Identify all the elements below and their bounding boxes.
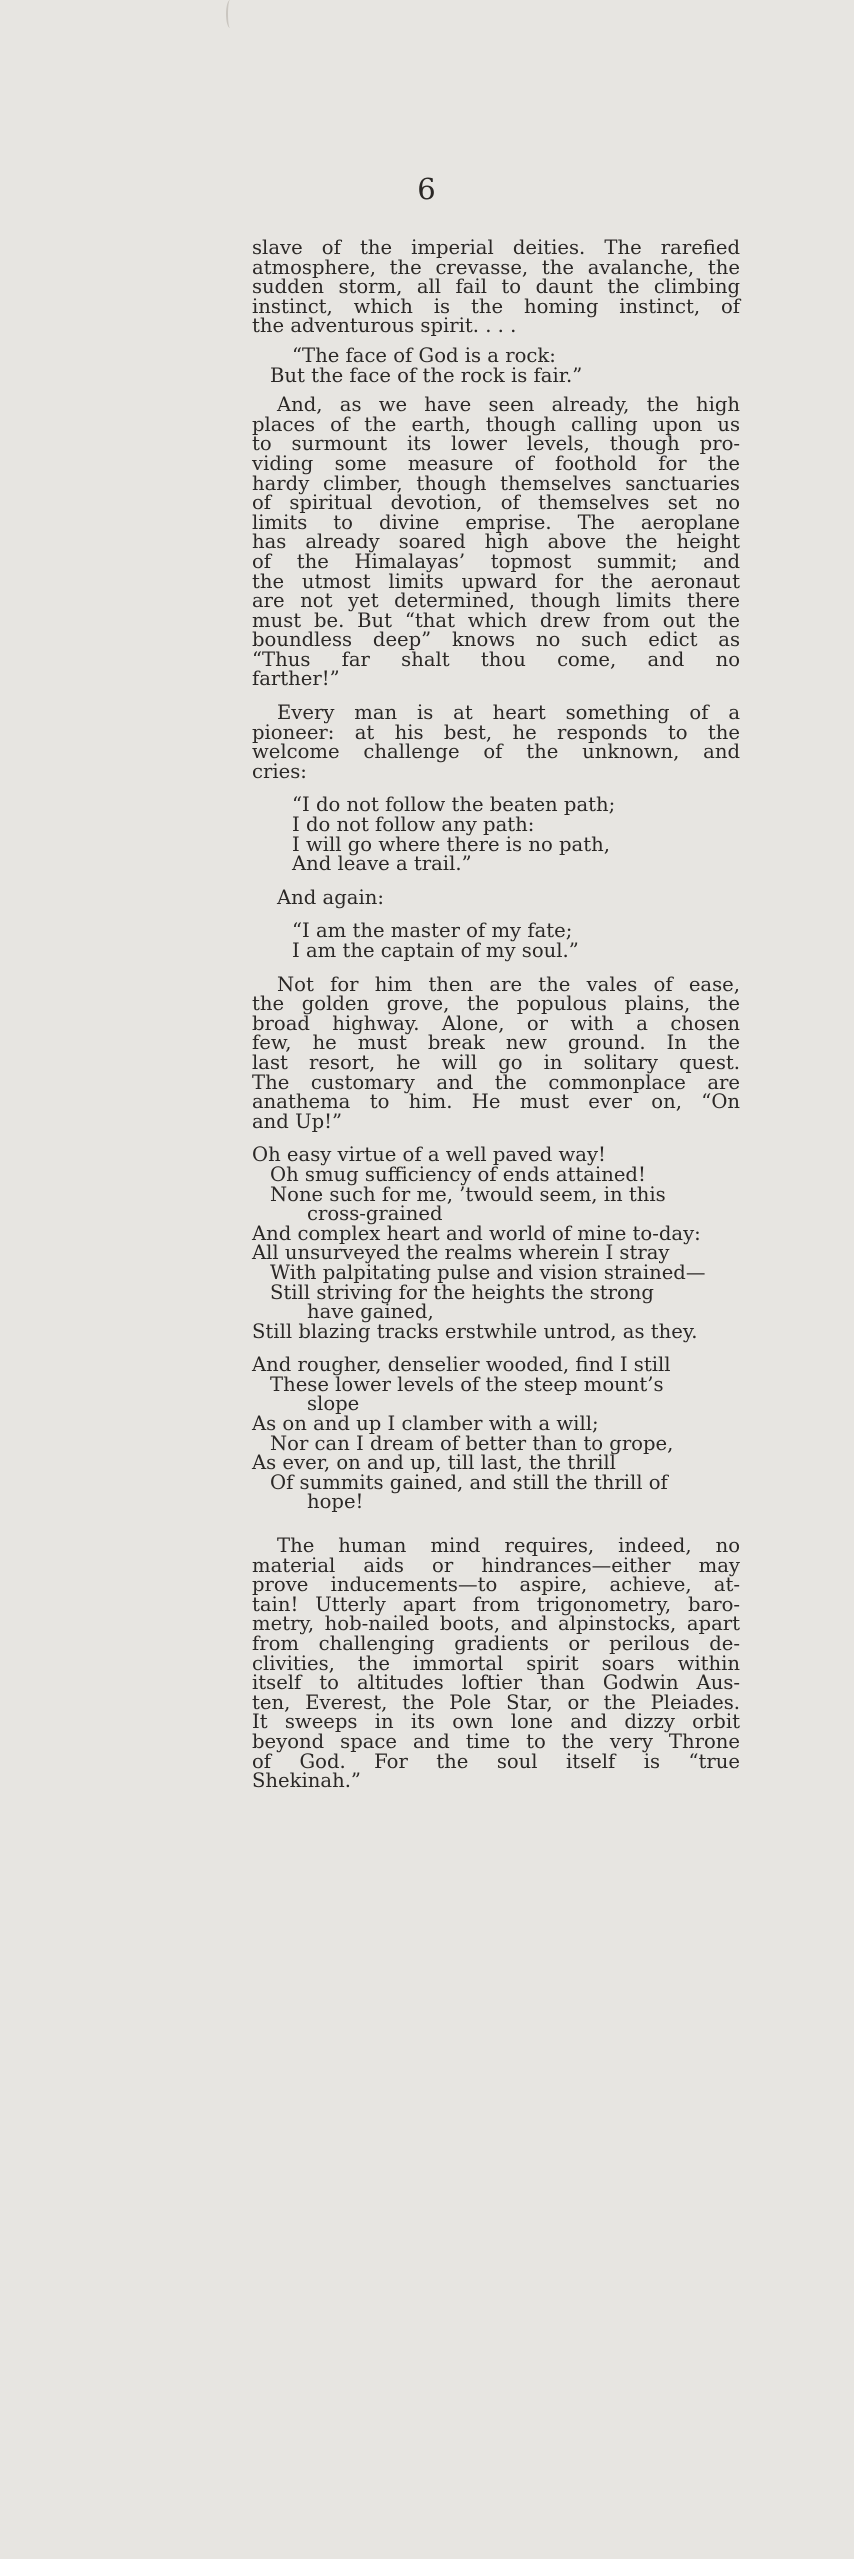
verse-line: These lower levels of the steep mount’s: [270, 1372, 664, 1396]
text-line: beyond space and time to the very Throne: [252, 1729, 740, 1753]
text-line: of the Himalayas’ topmost summit; and: [252, 549, 740, 573]
quotation-3: [252, 921, 740, 960]
text-line: are not yet determined, though limits there: [252, 589, 740, 613]
text-line: of God. For the soul itself is “true: [252, 1749, 740, 1773]
text-line: the golden grove, the populous plains, the: [252, 992, 740, 1016]
text-line: It sweeps in its own lone and dizzy orbit: [252, 1710, 740, 1734]
text-line: atmosphere, the crevasse, the avalanche, the: [252, 255, 740, 279]
text-line: boundless deep” knows no such edict as: [252, 628, 740, 652]
text-line: welcome challenge of the unknown, and: [252, 740, 740, 764]
text-line: cries:: [252, 759, 307, 783]
text-line: few, he must break new ground. In the: [252, 1031, 740, 1055]
text-line: places of the earth, though calling upon us: [252, 412, 740, 436]
text-line: must be. But “that which drew from out the: [252, 608, 740, 632]
text-line: and Up!”: [252, 1109, 343, 1133]
text-line: itself to altitudes loftier than Godwin Aus-: [252, 1671, 740, 1695]
verse-line: have gained,: [307, 1300, 434, 1324]
quote-line: “The face of God is a rock:: [292, 343, 556, 367]
verse-line: Of summits gained, and still the thrill of: [270, 1470, 668, 1494]
verse-line: All unsurveyed the realms wherein I stray: [252, 1241, 670, 1265]
paragraph-2: [252, 395, 740, 689]
text-line: sudden storm, all fail to daunt the climbing: [252, 275, 740, 299]
text-line: farther!”: [252, 667, 340, 691]
verse-line: And rougher, denselier wooded, find I still: [252, 1353, 671, 1377]
paragraph-4: [252, 885, 740, 909]
text-line: prove inducements—to aspire, achieve, at-: [252, 1573, 740, 1597]
paragraph-1: [252, 238, 740, 336]
verse-line: slope: [307, 1392, 360, 1416]
text-line: last resort, he will go in solitary quest.: [252, 1050, 740, 1074]
verse-line: hope!: [307, 1490, 364, 1514]
verse-2: [252, 1355, 740, 1512]
text-line: Every man is at heart something of a: [277, 701, 740, 725]
text-line: ten, Everest, the Pole Star, or the Pleiades.: [252, 1690, 740, 1714]
quote-line: “I do not follow the beaten path;: [292, 793, 616, 817]
text-line: anathema to him. He must ever on, “On: [252, 1090, 740, 1114]
text-line: broad highway. Alone, or with a chosen: [252, 1011, 740, 1035]
quotation-1: [252, 343, 740, 387]
text-line: clivities, the immortal spirit soars within: [252, 1651, 740, 1675]
text-line: from challenging gradients or perilous de-: [252, 1632, 740, 1655]
text-line: The human mind requires, indeed, no: [277, 1534, 740, 1558]
verse-line: None such for me, ’twould seem, in this: [270, 1182, 666, 1206]
quote-line: I do not follow any path:: [292, 813, 535, 837]
verse-line: With palpitating pulse and vision strained—: [270, 1260, 706, 1284]
text-line: Not for him then are the vales of ease,: [277, 972, 740, 996]
text-line: metry, hob-nailed boots, and alpinstocks, apart: [252, 1612, 740, 1636]
paragraph-3: [252, 703, 740, 781]
quote-line: But the face of the rock is fair.”: [270, 363, 583, 387]
text-line: the adventurous spirit. . . .: [252, 314, 517, 338]
quotation-2: [252, 793, 740, 876]
text-line: limits to divine emprise. The aeroplane: [252, 510, 740, 534]
verse-line: And complex heart and world of mine to-day:: [252, 1221, 701, 1245]
quote-line: “I am the master of my fate;: [292, 919, 573, 943]
text-line: Shekinah.”: [252, 1769, 361, 1793]
verse-line: Still striving for the heights the strong: [270, 1280, 654, 1304]
text-line: viding some measure of foothold for the: [252, 451, 740, 475]
text-line: “Thus far shalt thou come, and no: [252, 647, 740, 671]
verse-line: cross-grained: [307, 1202, 443, 1226]
verse-line: Nor can I dream of better than to grope,: [270, 1431, 674, 1455]
verse-line: Still blazing tracks erstwhile untrod, as they.: [252, 1319, 698, 1343]
paragraph-5: [252, 972, 740, 1133]
margin-pencil-mark: [226, 0, 234, 28]
verse-line: Oh smug sufficiency of ends attained!: [270, 1162, 646, 1186]
body-text: [252, 238, 740, 1791]
verse-line: As ever, on and up, till last, the thrill: [252, 1451, 616, 1475]
text-line: pioneer: at his best, he responds to the: [252, 720, 740, 744]
quote-line: And leave a trail.”: [292, 852, 472, 876]
text-line: slave of the imperial deities. The rarefied: [252, 236, 740, 259]
page-number: 6: [417, 172, 437, 206]
verse-line: Oh easy virtue of a well paved way!: [252, 1143, 606, 1167]
text-line: And, as we have seen already, the high: [277, 393, 740, 417]
text-line: material aids or hindrances—either may: [252, 1553, 740, 1577]
text-line: of spiritual devotion, of themselves set no: [252, 491, 740, 515]
verse-1: [252, 1145, 740, 1341]
paragraph-6: [252, 1536, 740, 1791]
text-line: to surmount its lower levels, though pro-: [252, 432, 740, 456]
verse-line: As on and up I clamber with a will;: [252, 1412, 599, 1436]
text-line: the utmost limits upward for the aeronaut: [252, 569, 740, 593]
text-line: hardy climber, though themselves sanctuaries: [252, 471, 740, 495]
text-line: tain! Utterly apart from trigonometry, baro-: [252, 1592, 740, 1616]
text-line: The customary and the commonplace are: [252, 1070, 740, 1094]
text-line: And again:: [277, 885, 384, 909]
quote-line: I will go where there is no path,: [292, 832, 610, 856]
quote-line: I am the captain of my soul.”: [292, 939, 579, 962]
text-line: instinct, which is the homing instinct, of: [252, 294, 740, 318]
text-line: has already soared high above the height: [252, 530, 740, 554]
